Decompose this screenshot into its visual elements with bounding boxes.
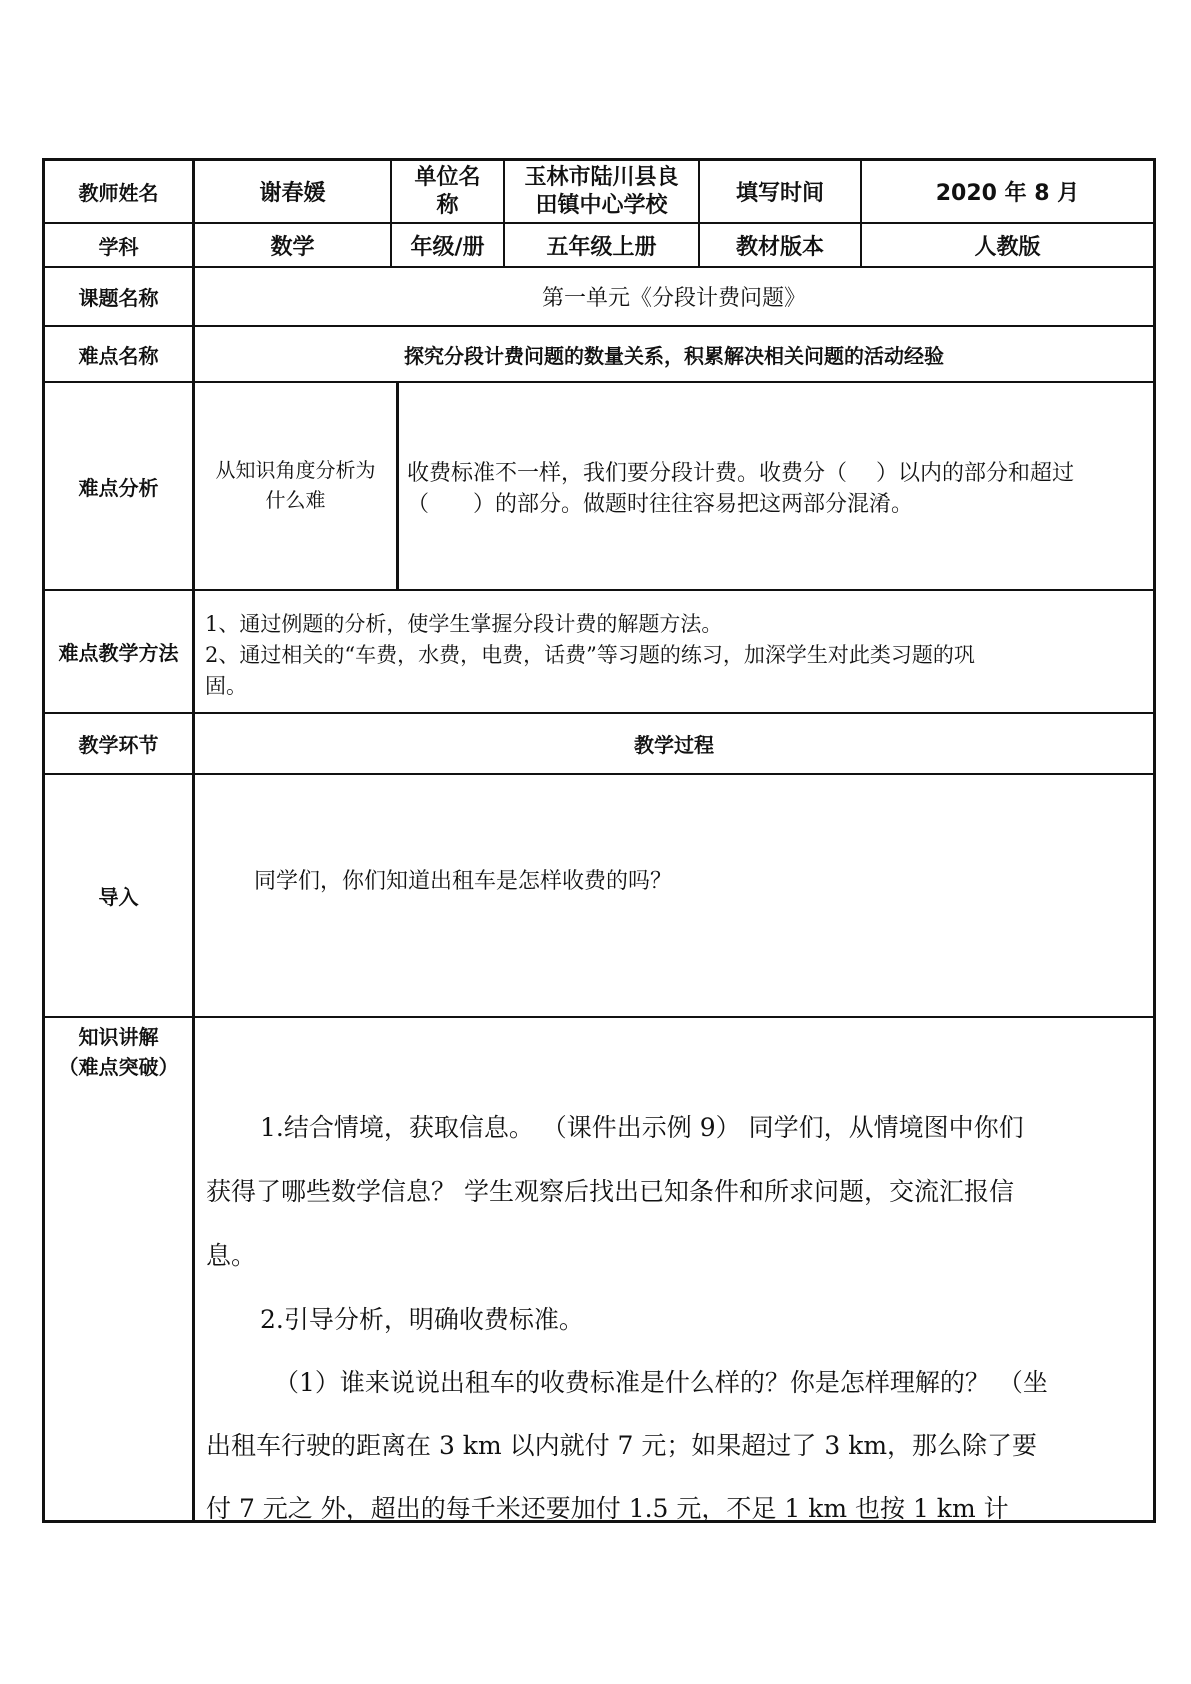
analysis-text-line2: （ ）的部分。做题时往往容易把这两部分混淆。 [407,492,914,517]
teacher-name-value: 谢春媛 [259,181,326,206]
analysis-sub-label-line1: 从知识角度分析为 [215,458,376,482]
edition-label: 教材版本 [735,234,824,260]
analysis-text-line1: 收费标准不一样，我们要分段计费。收费分（ ）以内的部分和超过 [407,461,1074,486]
unit-name-label-line2: 称 [436,192,459,218]
explain-paragraph-2: 2.引导分析，明确收费标准。 [260,1305,584,1334]
explain-paragraph-3-line3: 付 7 元之 外，超出的每千米还要加付 1.5 元，不足 1 km 也按 1 km 计 [206,1494,1009,1523]
difficulty-label: 难点名称 [78,343,159,368]
process-header-value: 教学过程 [634,733,714,757]
unit-name-label-line1: 单位名 [414,164,481,190]
fill-time-value: 2020 年 8 月 [935,181,1080,206]
unit-name-value [505,161,698,222]
intro-text: 同学们，你们知道出租车是怎样收费的吗？ [254,869,673,894]
row-divider [42,773,1156,775]
explain-paragraph-1-line1: 1.结合情境，获取信息。 （课件出示例 9） 同学们，从情境图中你们 [260,1113,1024,1142]
unit-name-value-line1: 玉林市陆川县良 [524,164,679,190]
method-text [205,609,975,702]
fill-time-label: 填写时间 [735,181,824,206]
row-divider [42,1016,1156,1018]
method-text-line1: 1、通过例题的分析，使学生掌握分段计费的解题方法。 [205,612,723,636]
grade-label: 年级/册 [410,234,485,260]
analysis-sub-label [195,455,396,515]
unit-name-label [392,161,503,222]
explain-paragraph-3-line1: （1）谁来说说出租车的收费标准是什么样的？你是怎样理解的？ （坐 [274,1368,1048,1397]
explain-paragraph-1-line2: 获得了哪些数学信息？ 学生观察后找出已知条件和所求问题，交流汇报信 [206,1177,1014,1206]
method-text-line3: 固。 [205,674,247,698]
teacher-name-label: 教师姓名 [78,181,159,205]
topic-value: 第一单元《分段计费问题》 [541,286,806,311]
explain-label-line2: （难点突破） [58,1055,179,1079]
method-label: 难点教学方法 [58,641,179,665]
grade-value: 五年级上册 [546,234,657,260]
analysis-sub-label-line2: 什么难 [265,488,326,512]
explain-label-line1: 知识讲解 [78,1025,159,1049]
row-divider [42,381,1156,383]
analysis-text [407,458,1074,520]
explain-paragraph-1-line3: 息。 [206,1241,257,1270]
subject-value: 数学 [270,234,315,260]
topic-label: 课题名称 [78,286,159,310]
difficulty-value: 探究分段计费问题的数量关系，积累解决相关问题的活动经验 [404,343,944,368]
row-divider [42,589,1156,591]
process-step-label: 教学环节 [78,733,159,757]
analysis-label: 难点分析 [78,475,159,500]
edition-value: 人教版 [974,234,1041,260]
unit-name-value-line2: 田镇中心学校 [535,192,668,218]
column-divider [396,381,399,589]
subject-label: 学科 [98,234,139,259]
method-text-line2: 2、通过相关的“车费，水费，电费，话费”等习题的练习，加深学生对此类习题的巩 [205,643,975,667]
explain-label [45,1022,192,1082]
intro-label: 导入 [98,885,139,909]
explain-paragraph-3-line2: 出租车行驶的距离在 3 km 以内就付 7 元；如果超过了 3 km，那么除了要 [206,1431,1038,1460]
